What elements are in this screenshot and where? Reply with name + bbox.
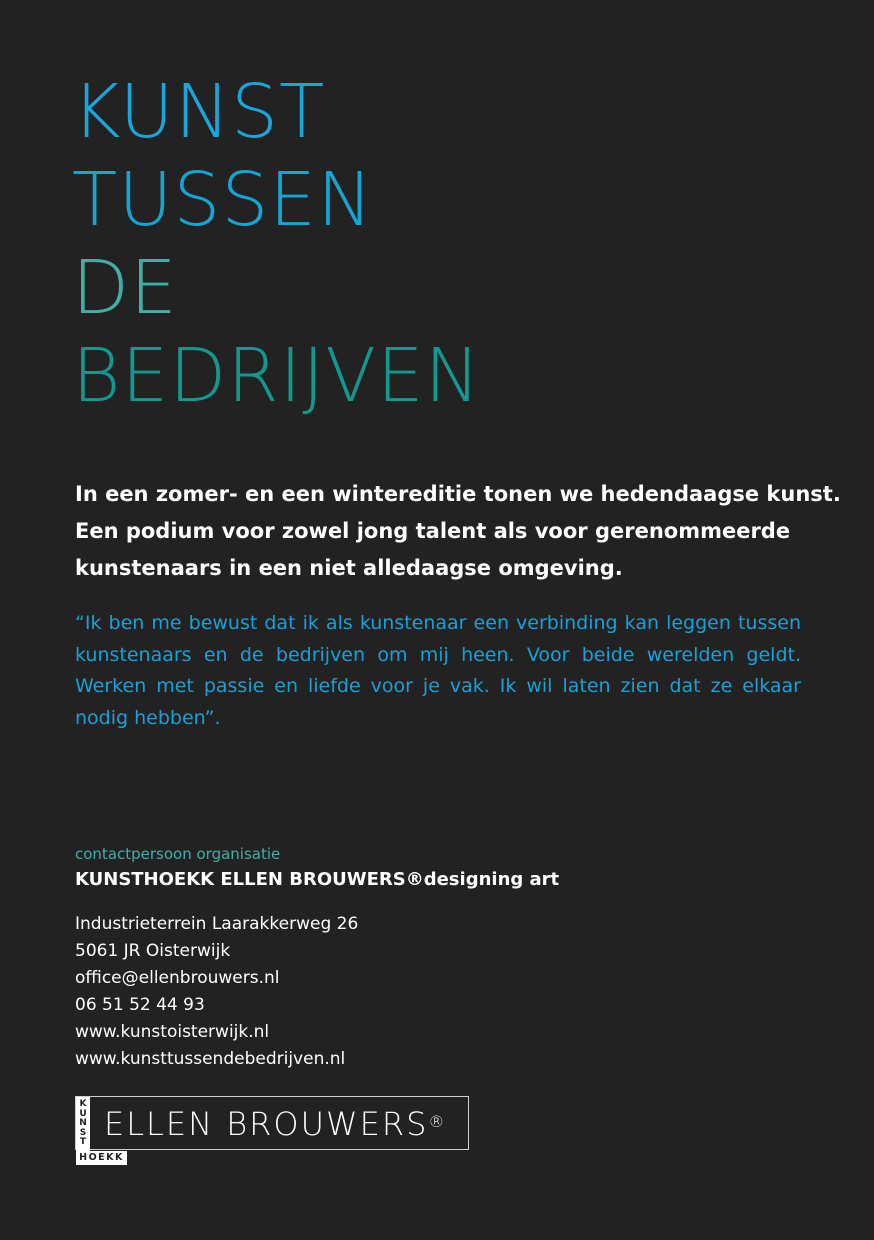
postal-city: 5061 JR Oisterwijk	[75, 941, 231, 961]
logo-letter: K	[79, 1099, 87, 1109]
intro-line: kunstenaars in een niet alledaagse omgeving.	[75, 556, 623, 580]
logo-letter: N	[79, 1118, 87, 1128]
title-line-kunst: KUNST	[72, 69, 326, 155]
logo-letter: T	[79, 1137, 87, 1147]
contact-label: contactpersoon organisatie	[75, 845, 281, 863]
logo-name	[104, 1104, 444, 1144]
contact-details	[75, 911, 358, 1073]
title-line-de: DE	[72, 245, 178, 331]
logo-hoekk: HOEKK	[76, 1151, 127, 1165]
title-line-tussen: TUSSEN	[72, 157, 374, 243]
logo-registered-mark: ®	[428, 1112, 445, 1131]
page-title	[72, 68, 481, 420]
intro-line: In een zomer- en een wintereditie tonen we hedendaagse kunst.	[75, 482, 841, 506]
email-link[interactable]: office@ellenbrouwers.nl	[75, 968, 280, 988]
website-link[interactable]: www.kunsttussendebedrijven.nl	[75, 1049, 346, 1069]
organization-title: KUNSTHOEKK ELLEN BROUWERS	[75, 869, 406, 890]
kunsthoekk-logo	[75, 1096, 469, 1163]
artist-quote: “Ik ben me bewust dat ik als kunstenaar een verbinding kan leggen tussen kunstenaars en de bedrijven om mij heen. Voor beide werelden geldt. Werken met passie en liefde voor je vak. Ik wil laten zien dat ze elkaar nodig hebben”.	[75, 612, 801, 729]
logo-letter: S	[79, 1127, 87, 1138]
organization-suffix: designing art	[423, 869, 560, 890]
logo-name-text: ELLEN BROUWERS	[104, 1105, 429, 1143]
logo-vertical-letters	[76, 1097, 90, 1151]
address: Industrieterrein Laarakkerweg 26	[75, 914, 359, 934]
intro-line: Een podium voor zowel jong talent als voor gerenommeerde	[75, 519, 791, 543]
website-link[interactable]: www.kunstoisterwijk.nl	[75, 1022, 270, 1042]
title-line-bedrijven: BEDRIJVEN	[72, 333, 481, 419]
registered-mark: ®	[405, 869, 424, 890]
intro-paragraph	[75, 476, 841, 587]
logo-letter: U	[79, 1108, 87, 1119]
organization-name	[75, 869, 559, 890]
phone-number: 06 51 52 44 93	[75, 995, 205, 1015]
